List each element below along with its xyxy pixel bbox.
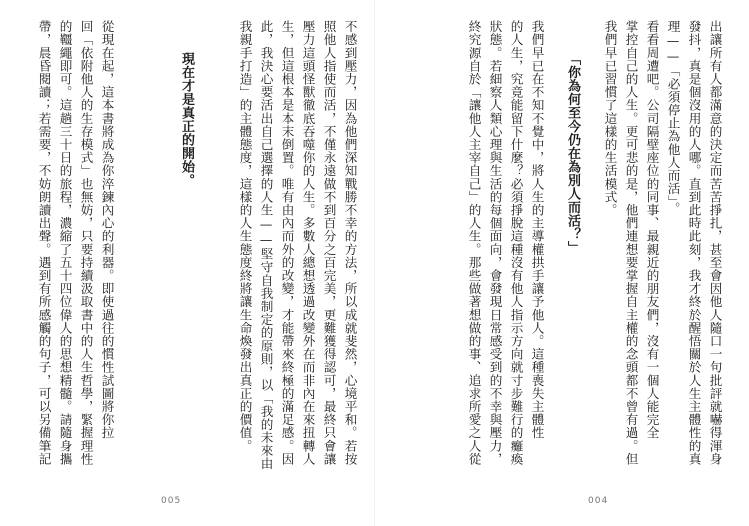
body-line: 帶，晨昏閱讀；若需要，不妨朗讀出聲。遇到有所感觸的句子，可以另備筆記	[36, 20, 52, 466]
body-line: 此，我決心要活出自己選擇的人生——堅守自我制定的原則，以「我的未來由	[258, 20, 274, 471]
section-heading: 現在才是真正的開始。	[179, 52, 194, 187]
body-line: 看看周遭吧。公司隔壁座位的同事、最親近的朋友們，沒有一個人能完全	[644, 20, 660, 440]
page-number: 004	[588, 496, 609, 506]
body-line: 壓力這頭怪獸徹底吞噬你的人生。多數人總想透過改變外在而非內在來扭轉人	[300, 20, 316, 466]
left-page	[0, 0, 374, 526]
body-line: 狀態。若細察人類心理與生活的每個面向，會發現日常感受到的不幸與壓力，	[487, 20, 503, 466]
section-heading: 「你為何至今仍在為別人而活？」	[565, 52, 580, 255]
body-line: 終究源自於「讓他人主宰自己」的人生。那些做著想做的事、追求所愛之人從	[466, 20, 482, 466]
body-line: 生，但這根本是本末倒置。唯有由內而外的改變，才能帶來終極的滿足感。因	[279, 20, 295, 466]
body-line: 照他人指使而活，不僅永遠做不到百分之百完美，更難獲得認可，最終只會讓	[321, 20, 337, 466]
body-line: 從現在起，這本書將成為你淬鍊內心的利器。即使過往的慣性試圖將你拉	[99, 20, 115, 440]
right-page	[375, 0, 749, 526]
body-line: 發抖，真是個沒用的人哪。直到此時此刻，我才終於醒悟關於人生主體性的真	[686, 20, 702, 466]
body-line: 我親手打造」的主體態度，這樣的人生態度終將讓生命煥發出真正的價值。	[237, 20, 253, 453]
body-line: 出讓所有人都滿意的決定而苦苦掙扎，甚至會因他人隨口一句批評就嚇得渾身	[707, 20, 723, 466]
body-line: 理——「必須停止為他人而活」。	[665, 20, 681, 215]
body-line: 不感到壓力，因為他們深知戰勝不幸的方法，所以成就斐然，心境平和。若按	[342, 20, 358, 466]
body-line: 我們早已在不知不覺中，將人生的主導權拱手讓予他人。這種喪失主體性	[529, 20, 545, 440]
body-line: 回「依附他人的生存模式」也無妨，只要持續汲取書中的人生哲學，緊握理性	[78, 20, 94, 466]
body-line: 我們早已習慣了這樣的生活模式。	[602, 20, 618, 217]
page-number: 005	[161, 496, 182, 506]
body-line: 的韁繩即可。這趟三十日的旅程，濃縮了五十四位偉人的思想精髓。請隨身攜	[57, 20, 73, 466]
body-line: 掌控自己的人生。更可悲的是，他們連想要掌握自主權的念頭都不曾有過。但	[623, 20, 639, 466]
body-line: 的人生，究竟能留下什麼？必須掙脫這種沒有他人指示方向就寸步難行的癱瘓	[508, 20, 524, 466]
